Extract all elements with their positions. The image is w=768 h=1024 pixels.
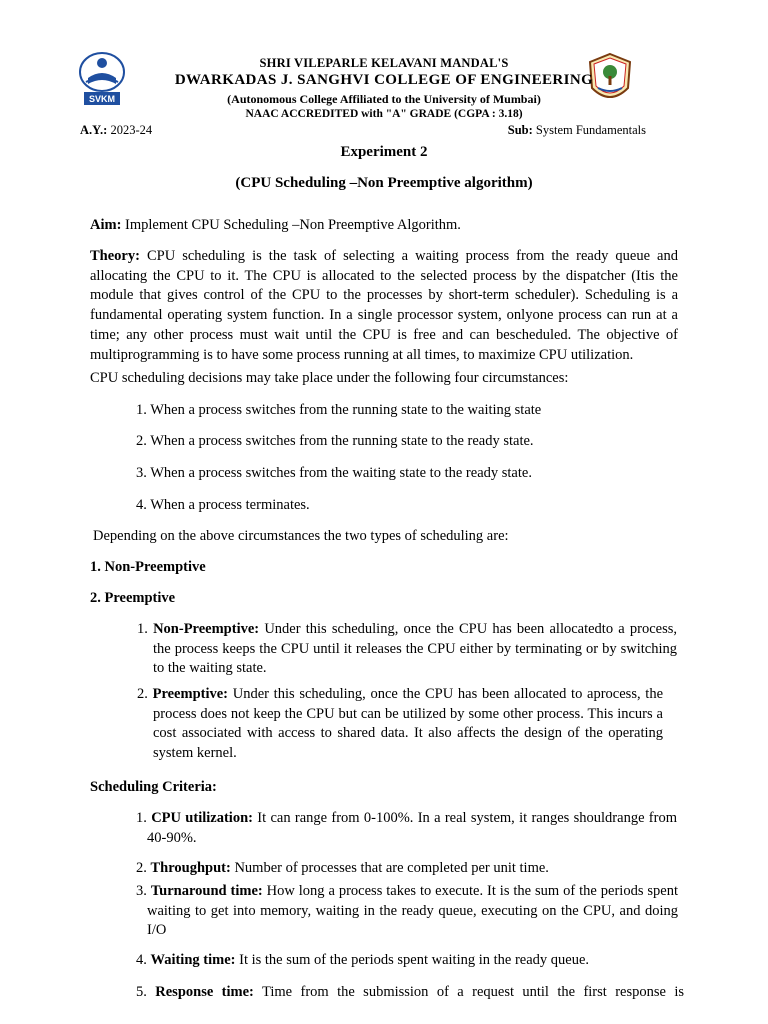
subject	[508, 123, 646, 138]
criteria-number: 2.	[136, 860, 147, 876]
sub-value: System Fundamentals	[535, 123, 646, 137]
criteria-number: 5.	[136, 984, 147, 1000]
theory-text: CPU scheduling is the task of selecting a waiting process from the ready queue and allocating the CPU to it. The CPU is allocated to the selected process by the dispatcher (Itis the module that gives control of the CPU to the processes by short-term scheduler). Scheduling is a fundamental operating system function. In a single processor system, onlyone process can run at a time; any other process must wait until the CPU is free and can bescheduled. The objective of multiprogramming is to have some process running at all times, to maximize CPU utilization.	[90, 248, 678, 363]
criteria-number: 3.	[136, 883, 147, 899]
aim-label: Aim:	[90, 217, 122, 233]
institution-trust-name: SHRI VILEPARLE KELAVANI MANDAL'S	[259, 56, 509, 70]
criteria-text: It is the sum of the periods spent waiting in the ready queue.	[239, 952, 590, 968]
circumstance-item: 1. When a process switches from the running state to the waiting state	[136, 402, 542, 418]
ay-label: A.Y.:	[80, 123, 108, 137]
definition-non-preemptive	[137, 620, 678, 679]
criteria-item	[136, 859, 549, 879]
type-heading: 2. Preemptive	[90, 590, 176, 606]
criteria-term: Response time:	[155, 984, 254, 1000]
affiliation-line: (Autonomous College Affiliated to the University of Mumbai)	[227, 92, 541, 106]
ay-value: 2023-24	[110, 123, 153, 137]
criteria-item	[136, 809, 677, 848]
definition-number: 2.	[137, 686, 148, 702]
types-intro: Depending on the above circumstances the two types of scheduling are:	[93, 528, 509, 544]
criteria-item	[136, 882, 679, 941]
criteria-term: Throughput:	[150, 860, 231, 876]
criteria-text: Number of processes that are completed per unit time.	[234, 860, 549, 876]
college-name: DWARKADAS J. SANGHVI COLLEGE OF ENGINEERING	[174, 72, 594, 88]
aim-text: Implement CPU Scheduling –Non Preemptive Algorithm.	[125, 217, 461, 233]
page-title: Experiment 2	[340, 144, 428, 160]
circumstance-item: 2. When a process switches from the running state to the ready state.	[136, 433, 534, 449]
theory-label: Theory:	[90, 248, 140, 264]
definition-number: 1.	[137, 621, 148, 637]
criteria-heading: Scheduling Criteria:	[90, 779, 217, 795]
criteria-term: Waiting time:	[150, 952, 236, 968]
criteria-number: 4.	[136, 952, 147, 968]
criteria-text: Time from the submission of a request until the first response is	[262, 984, 684, 1000]
criteria-text: How long a process takes to execute. It is the sum of the periods spent waiting to get into memory, waiting in the ready queue, executing on the CPU, and doing I/O	[147, 883, 679, 939]
definition-term: Preemptive:	[152, 686, 229, 702]
circumstances-intro: CPU scheduling decisions may take place under the following four circumstances:	[90, 370, 569, 386]
criteria-text: It can range from 0-100%. In a real system, it ranges shouldrange from 40-90%.	[147, 810, 677, 846]
theory-paragraph	[90, 247, 678, 365]
criteria-term: Turnaround time:	[150, 883, 263, 899]
definition-term: Non-Preemptive:	[153, 621, 260, 637]
accreditation-line: NAAC ACCREDITED with "A" GRADE (CGPA : 3.18)	[245, 108, 523, 120]
criteria-item	[136, 983, 684, 1003]
aim-paragraph	[90, 216, 680, 236]
definition-text: Under this scheduling, once the CPU has been allocatedto a process, the process keeps the CPU until it releases the CPU either by terminating or by switching to the waiting state.	[153, 621, 678, 677]
type-heading: 1. Non-Preemptive	[90, 559, 206, 575]
criteria-term: CPU utilization:	[151, 810, 253, 826]
svkm-logo-text: SVKM	[88, 94, 116, 104]
page-subtitle: (CPU Scheduling –Non Preemptive algorithm)	[235, 175, 533, 191]
circumstance-item: 3. When a process switches from the waiting state to the ready state.	[136, 465, 532, 481]
definition-text: Under this scheduling, once the CPU has been allocated to aprocess, the process does not keep the CPU but can be utilized by some other process. This incurs a cost associated with access to shared data. It also affects the design of the operating system kernel.	[153, 686, 664, 762]
circumstance-item: 4. When a process terminates.	[136, 497, 310, 513]
criteria-item	[136, 951, 589, 971]
definition-preemptive	[137, 685, 664, 764]
criteria-number: 1.	[136, 810, 147, 826]
sub-label: Sub:	[507, 123, 533, 137]
academic-year	[80, 123, 152, 138]
